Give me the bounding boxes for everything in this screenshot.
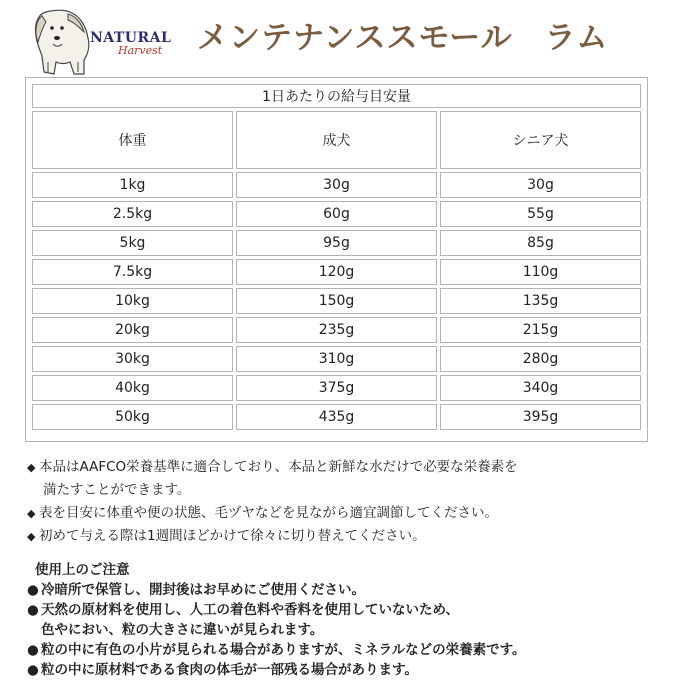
usage-precautions: [27, 560, 677, 680]
header: [0, 0, 685, 78]
precaution-item: [27, 660, 677, 680]
page-title: メンテナンススモール ラム: [197, 20, 609, 56]
column-header-weight: 体重: [32, 111, 233, 169]
note-item: [27, 456, 667, 479]
circle-bullet-icon: ●: [27, 602, 39, 618]
diamond-bullet-icon: ◆: [27, 461, 36, 474]
precaution-item: [27, 640, 677, 660]
senior-amount-cell: 395g: [440, 404, 641, 430]
senior-amount-cell: 55g: [440, 201, 641, 227]
table-row: [32, 404, 641, 430]
adult-amount-cell: 120g: [236, 259, 437, 285]
senior-amount-cell: 215g: [440, 317, 641, 343]
senior-amount-cell: 30g: [440, 172, 641, 198]
weight-cell: 7.5kg: [32, 259, 233, 285]
adult-amount-cell: 310g: [236, 346, 437, 372]
senior-amount-cell: 85g: [440, 230, 641, 256]
table-row: [32, 317, 641, 343]
table-row: [32, 230, 641, 256]
note-item: [27, 502, 667, 525]
table-caption: 1日あたりの給与目安量: [32, 84, 641, 108]
precaution-text: 色やにおい、粒の大きさに違いが見られます。: [41, 622, 324, 638]
usage-heading: 使用上のご注意: [35, 562, 130, 578]
senior-amount-cell: 110g: [440, 259, 641, 285]
note-item: [27, 525, 667, 548]
column-header-senior: シニア犬: [440, 111, 641, 169]
logo-wordmark: NATURAL: [90, 30, 172, 46]
feeding-notes: [27, 456, 667, 548]
diamond-bullet-icon: ◆: [27, 530, 36, 543]
precaution-text: 冷暗所で保管し、開封後はお早めにご使用ください。: [41, 582, 365, 598]
adult-amount-cell: 95g: [236, 230, 437, 256]
precaution-item: [27, 600, 677, 620]
adult-amount-cell: 60g: [236, 201, 437, 227]
weight-cell: 20kg: [32, 317, 233, 343]
table-row: [32, 288, 641, 314]
precaution-item-continuation: [27, 620, 677, 640]
weight-cell: 50kg: [32, 404, 233, 430]
weight-cell: 5kg: [32, 230, 233, 256]
circle-bullet-icon: ●: [27, 662, 39, 678]
table-row: [32, 375, 641, 401]
diamond-bullet-icon: ◆: [27, 507, 36, 520]
circle-bullet-icon: ●: [27, 642, 39, 658]
table-row: [32, 172, 641, 198]
brand-logo: [28, 2, 188, 76]
table-row: [32, 259, 641, 285]
precaution-text: 粒の中に有色の小片が見られる場合がありますが、ミネラルなどの栄養素です。: [41, 642, 526, 658]
precaution-text: 粒の中に原材料である食肉の体毛が一部残る場合があります。: [41, 662, 418, 678]
adult-amount-cell: 375g: [236, 375, 437, 401]
column-header-adult: 成犬: [236, 111, 437, 169]
note-item-continuation: [27, 479, 667, 502]
adult-amount-cell: 435g: [236, 404, 437, 430]
note-text: 満たすことができます。: [43, 482, 191, 498]
note-text: 本品はAAFCO栄養基準に適合しており、本品と新鮮な水だけで必要な栄養素を: [39, 459, 518, 475]
adult-amount-cell: 30g: [236, 172, 437, 198]
senior-amount-cell: 280g: [440, 346, 641, 372]
weight-cell: 2.5kg: [32, 201, 233, 227]
weight-cell: 1kg: [32, 172, 233, 198]
table-row: [32, 346, 641, 372]
adult-amount-cell: 235g: [236, 317, 437, 343]
weight-cell: 40kg: [32, 375, 233, 401]
circle-bullet-icon: ●: [27, 582, 39, 598]
senior-amount-cell: 340g: [440, 375, 641, 401]
senior-amount-cell: 135g: [440, 288, 641, 314]
note-text: 表を目安に体重や便の状態、毛ヅヤなどを見ながら適宜調節してください。: [39, 505, 498, 521]
precaution-item: [27, 580, 677, 600]
table-row: [32, 201, 641, 227]
feeding-table-frame: [25, 77, 648, 442]
weight-cell: 30kg: [32, 346, 233, 372]
logo-subtext: Harvest: [118, 44, 163, 57]
weight-cell: 10kg: [32, 288, 233, 314]
adult-amount-cell: 150g: [236, 288, 437, 314]
note-text: 初めて与える際は1週間ほどかけて徐々に切り替えてください。: [39, 528, 426, 544]
precaution-text: 天然の原材料を使用し、人工の着色料や香料を使用していないため、: [41, 602, 459, 618]
feeding-table: [29, 81, 644, 433]
